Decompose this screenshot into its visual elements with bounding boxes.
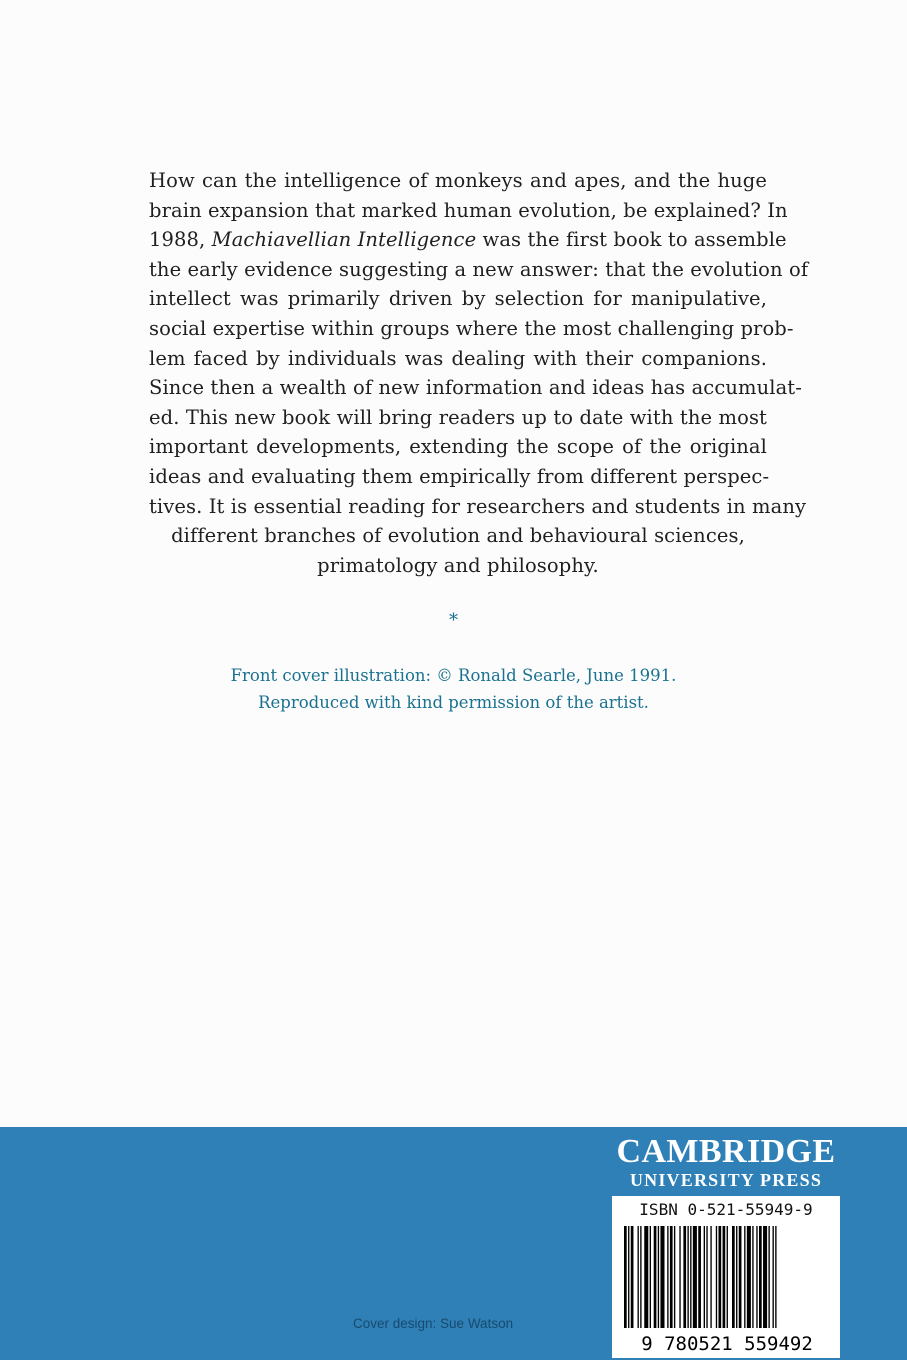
barcode-bar <box>732 1226 735 1328</box>
cover-design-credit: Cover design: Sue Watson <box>353 1316 514 1331</box>
barcode-bar <box>679 1226 680 1328</box>
blurb-line: different branches of evolution and behavioural sciences, <box>171 524 745 548</box>
barcode-bar <box>704 1226 705 1328</box>
barcode-bar <box>660 1226 664 1328</box>
isbn-number: ISBN 0-521-55949-9 <box>639 1200 813 1219</box>
barcode-bar <box>650 1226 651 1328</box>
blurb-line: ed. This new book will bring readers up to date with the most <box>149 405 767 429</box>
blurb-line: Since then a wealth of new information and ideas has accumulat- <box>149 376 802 400</box>
barcode-bar <box>640 1226 641 1328</box>
barcode-bar <box>624 1226 627 1328</box>
barcode-bar <box>687 1226 688 1328</box>
barcode-bar <box>674 1226 675 1328</box>
blurb-line: intellect was primarily driven by selection for manipulative, <box>149 287 767 311</box>
cover-illustration-credit <box>0 662 907 716</box>
back-cover-blurb <box>149 166 809 580</box>
blurb-line-with-title <box>149 225 787 255</box>
barcode-bar <box>716 1226 717 1328</box>
barcode-bar <box>756 1226 757 1328</box>
blurb-line: tives. It is essential reading for researchers and students in many <box>149 494 807 518</box>
barcode-bar <box>670 1226 673 1328</box>
barcode-bar <box>723 1226 726 1328</box>
barcode-bar <box>690 1226 691 1328</box>
barcode-bar <box>706 1226 707 1328</box>
barcode-bar <box>638 1226 639 1328</box>
credit-line-2: Reproduced with kind permission of the artist. <box>258 693 649 712</box>
blurb-line: How can the intelligence of monkeys and apes, and the huge <box>149 169 767 192</box>
barcode-bar <box>747 1226 751 1328</box>
barcode-bar <box>727 1226 728 1328</box>
barcode-bar <box>719 1226 722 1328</box>
publisher-name: CAMBRIDGE <box>616 1133 836 1170</box>
barcode-bar <box>759 1226 762 1328</box>
blurb-line-rest: was the first book to assemble <box>482 228 787 252</box>
barcode-bar <box>710 1226 711 1328</box>
book-title: Machiavellian Intelligence <box>211 228 477 252</box>
barcode-bar <box>739 1226 742 1328</box>
isbn-barcode-box <box>612 1196 840 1358</box>
credit-line-1: Front cover illustration: © Ronald Searle, June 1991. <box>230 666 677 685</box>
barcode-bar <box>667 1226 668 1328</box>
barcode-bar <box>763 1226 767 1328</box>
barcode-bar <box>752 1226 753 1328</box>
barcode-bar <box>768 1226 769 1328</box>
blurb-line: brain expansion that marked human evolution, be explained? In <box>149 198 788 222</box>
barcode-bar <box>654 1226 657 1328</box>
barcode-bar <box>683 1226 686 1328</box>
barcode-bar <box>693 1226 697 1328</box>
blurb-line: the early evidence suggesting a new answer: that the evolution of <box>149 257 809 281</box>
blurb-line: important developments, extending the scope of the original <box>149 435 767 459</box>
barcode-bar <box>631 1226 634 1328</box>
barcode-bar <box>775 1226 776 1328</box>
blurb-line: social expertise within groups where the most challenging prob- <box>149 316 794 340</box>
blurb-line: primatology and philosophy. <box>317 553 599 577</box>
blurb-year: 1988, <box>149 228 206 252</box>
barcode-bar <box>736 1226 737 1328</box>
blurb-line: ideas and evaluating them empirically from different perspec- <box>149 464 770 488</box>
barcode-bar <box>773 1226 774 1328</box>
publisher-logo <box>612 1133 840 1189</box>
barcode-bar <box>628 1226 629 1328</box>
barcode-icon <box>620 1226 834 1354</box>
barcode-bar <box>644 1226 648 1328</box>
barcode-bar <box>744 1226 745 1328</box>
separator-asterisk: * <box>449 610 458 631</box>
blurb-line: lem faced by individuals was dealing with their companions. <box>149 346 767 370</box>
barcode-bar <box>698 1226 701 1328</box>
barcode-bar <box>658 1226 659 1328</box>
publisher-subtitle: UNIVERSITY PRESS <box>629 1170 823 1190</box>
barcode-digits: 9 780521 559492 <box>641 1333 813 1354</box>
